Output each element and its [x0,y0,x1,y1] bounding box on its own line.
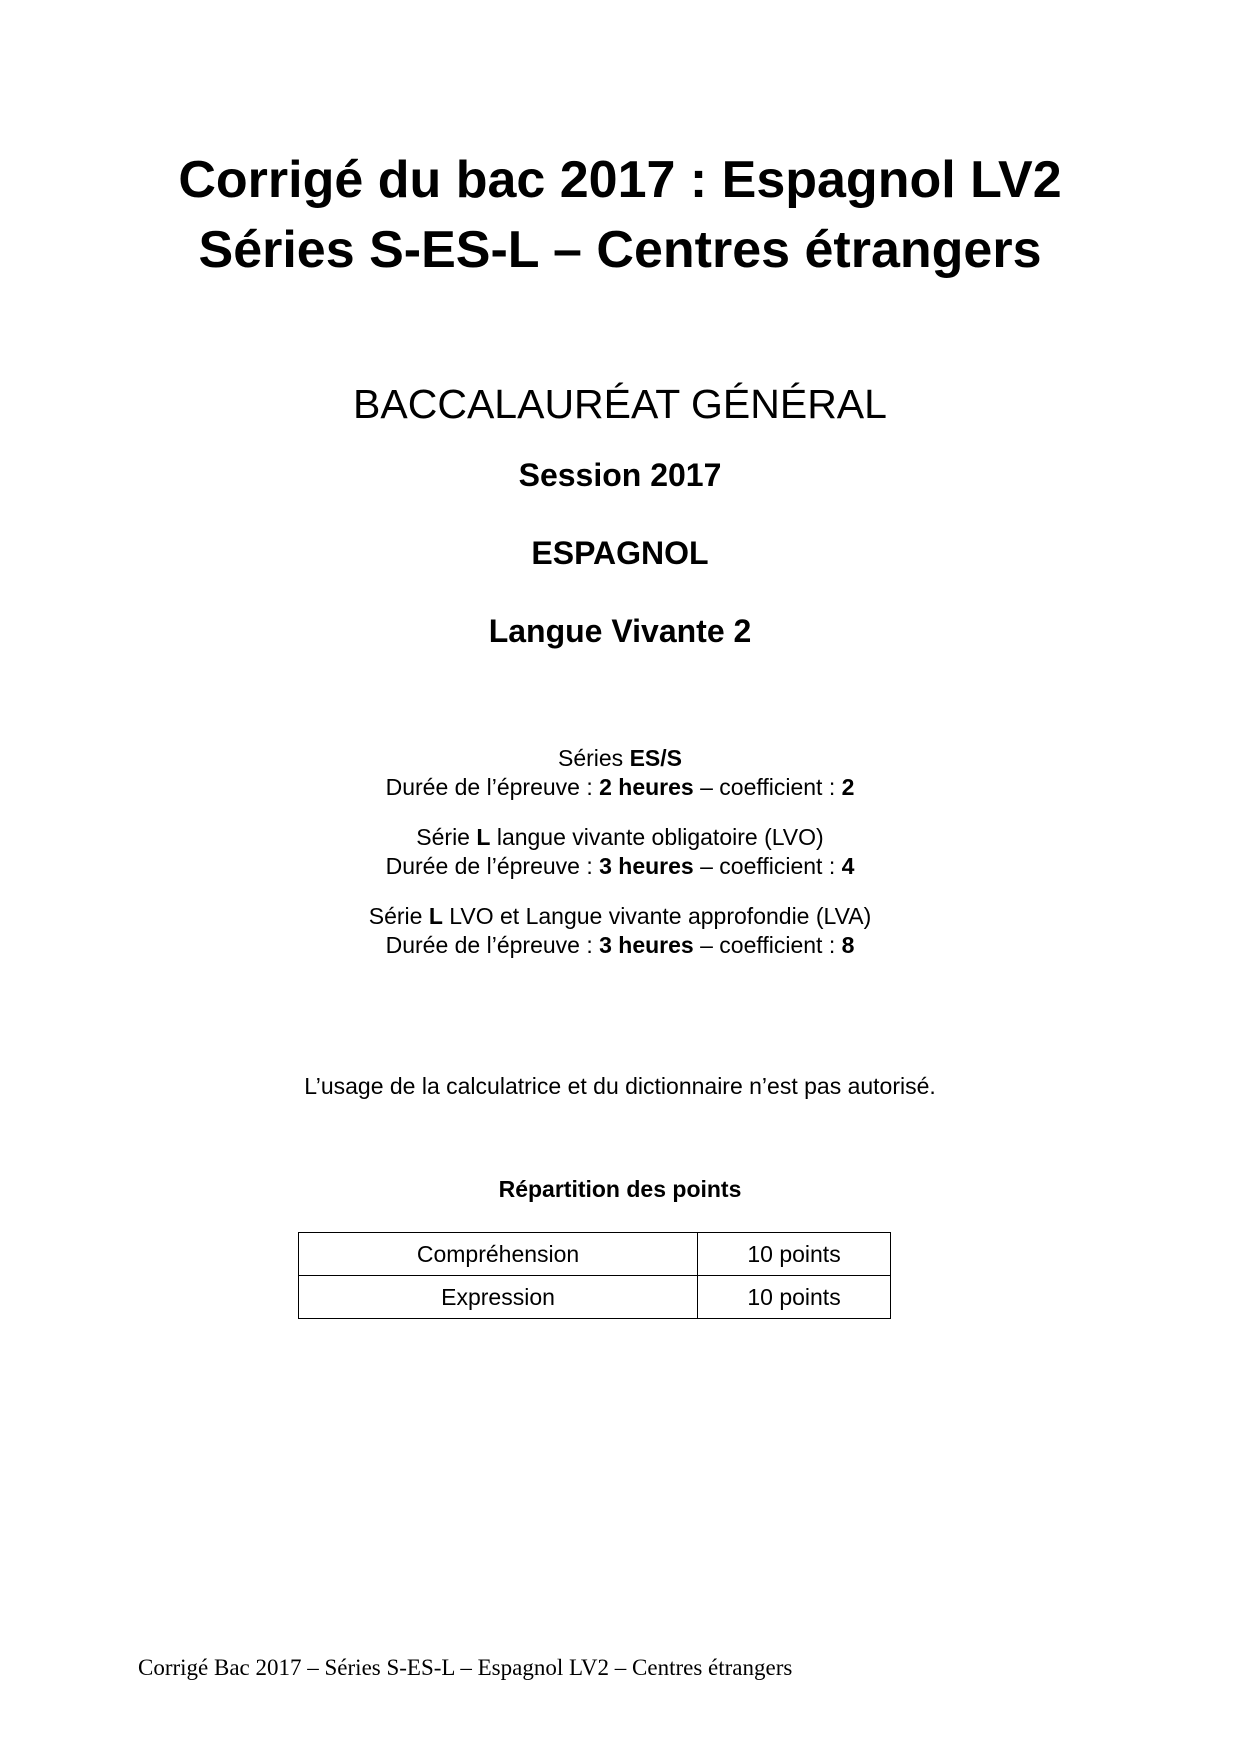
table-row [299,1233,891,1276]
series-l-lva-block [0,902,1240,960]
series-l-lvo-block [0,823,1240,881]
series-l-lva-duration: Durée de l’épreuve : 3 heures – coefficient : 8 [385,932,855,958]
series-es-s-block [0,744,1240,802]
series-l-lvo-duration: Durée de l’épreuve : 3 heures – coefficient : 4 [385,853,855,879]
series-es-s-label: Séries ES/S [557,745,682,771]
points-part-cell: Compréhension [299,1233,698,1276]
calculator-notice: L’usage de la calculatrice et du dictionnaire n’est pas autorisé. [304,1073,936,1099]
series-l-lvo-label: Série L langue vivante obligatoire (LVO) [416,824,824,850]
points-table [298,1232,891,1319]
exam-session: Session 2017 [518,457,722,493]
table-row [299,1276,891,1319]
exam-language-level: Langue Vivante 2 [488,613,752,649]
points-value-cell: 10 points [698,1276,891,1319]
points-value-cell: 10 points [698,1233,891,1276]
page-footer: Corrigé Bac 2017 – Séries S-ES-L – Espagnol LV2 – Centres étrangers [138,1655,793,1680]
series-es-s-duration: Durée de l’épreuve : 2 heures – coefficient : 2 [385,774,855,800]
exam-name: BACCALAURÉAT GÉNÉRAL [353,381,887,427]
page-title-line-2: Séries S-ES-L – Centres étrangers [198,221,1042,279]
exam-subject: ESPAGNOL [531,535,709,571]
page-title-line-1: Corrigé du bac 2017 : Espagnol LV2 [178,151,1062,209]
points-heading: Répartition des points [498,1176,742,1202]
series-l-lva-label: Série L LVO et Langue vivante approfondie (LVA) [368,903,872,929]
points-part-cell: Expression [299,1276,698,1319]
